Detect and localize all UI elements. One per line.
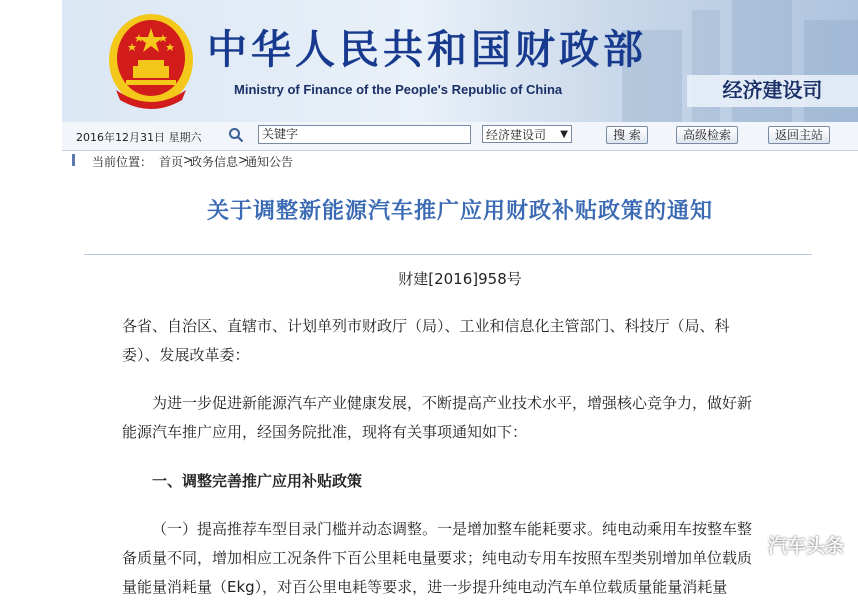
current-date: 2016年12月31日 星期六 [76, 131, 202, 144]
breadcrumb-item-gov-info[interactable]: 政务信息 [190, 155, 239, 169]
breadcrumb-item-notices[interactable]: 通知公告 [245, 155, 294, 169]
breadcrumb-item-home[interactable]: 首页 [159, 155, 184, 169]
department-select[interactable] [482, 125, 572, 143]
department-name: 经济建设司 [687, 75, 858, 107]
watermark [744, 528, 854, 568]
recipients-line: 委）、发展改革委： [122, 346, 250, 364]
search-button[interactable]: 搜 索 [606, 126, 648, 144]
breadcrumb-separator: > [238, 153, 249, 167]
site-title-english: Ministry of Finance of the People's Republic of China [234, 82, 563, 97]
search-icon [228, 127, 244, 143]
watermark-text: 汽车头条 [768, 535, 845, 557]
advanced-search-button[interactable]: 高级检索 [676, 126, 738, 144]
return-home-button[interactable]: 返回主站 [768, 126, 830, 144]
page [62, 0, 858, 596]
search-toolbar [62, 122, 858, 151]
document-number: 财建[2016]958号 [398, 270, 522, 288]
national-emblem-icon [106, 10, 196, 110]
site-title: 中华人民共和国财政部 [207, 26, 647, 73]
recipients-line: 各省、自治区、直辖市、计划单列市财政厅（局）、工业和信息化主管部门、科技厅（局、科 [122, 317, 730, 335]
breadcrumb-label: 当前位置： [92, 155, 153, 169]
breadcrumb-marker-icon [72, 154, 75, 166]
chevron-down-icon: ▼ [560, 129, 568, 140]
breadcrumb-separator: > [183, 153, 194, 167]
department-select-value: 经济建设司 [486, 128, 547, 142]
search-input[interactable]: 关键字 [258, 125, 471, 144]
intro-line: 能源汽车推广应用，经国务院批准，现将有关事项通知如下： [122, 423, 528, 441]
intro-line: 为进一步促进新能源汽车产业健康发展，不断提高产业技术水平，增强核心竞争力，做好新 [152, 394, 753, 412]
watermark-logo-icon [744, 538, 764, 554]
section-heading: 一、调整完善推广应用补贴政策 [152, 472, 363, 490]
body-line: 量能量消耗量（Ekg），对百公里电耗等要求，进一步提升纯电动汽车单位载质量能量消耗量 [122, 578, 728, 596]
body-line: 备质量不同，增加相应工况条件下百公里耗电量要求；纯电动专用车按照车型类别增加单位载质 [122, 549, 753, 567]
article-title: 关于调整新能源汽车推广应用财政补贴政策的通知 [206, 198, 713, 224]
breadcrumb [62, 151, 858, 169]
body-line: （一）提高推荐车型目录门槛并动态调整。一是增加整车能耗要求。纯电动乘用车按整车整 [152, 520, 753, 538]
title-divider [84, 254, 812, 255]
left-margin [0, 0, 62, 583]
site-banner [62, 0, 858, 122]
